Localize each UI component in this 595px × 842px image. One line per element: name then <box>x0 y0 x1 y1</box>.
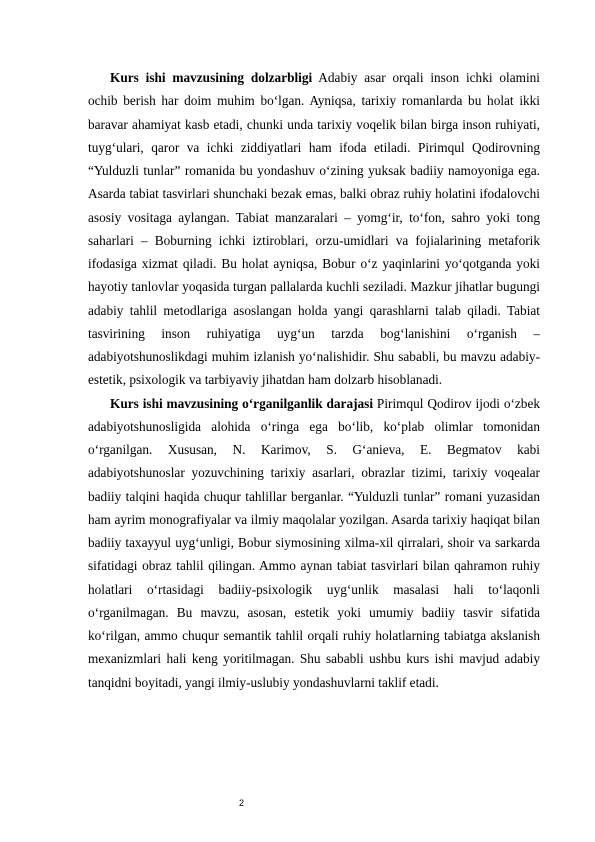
relevance-heading: Kurs ishi mavzusining dolzarbligi <box>110 70 313 85</box>
study-degree-text: Pirimqul Qodirov ijodi o‘zbek adabiyotshunosligida alohida o‘ringa ega bo‘lib, ko‘plab olimlar tomonidan o‘rganilgan. Xususan, N. Karimov, S. G‘anieva, E. Begmatov kabi adabiyotshunoslar yozuvchining tarixiy asarlari, obrazlar tizimi, tarixiy voqealar badiiy talqini haqida chuqur tahlillar berganlar. “Yulduzli tunlar” romani yuzasidan ham ayrim monografiyalar va ilmiy maqolalar yozilgan. Asarda tarixiy haqiqat bilan badiiy taxayyul uyg‘unligi, Bobur siymosining xilma-xil qirralari, shoir va sarkarda sifatidagi obraz tahlil qilingan. Ammo aynan tabiat tasvirlari bilan qahramon ruhiy holatlari o‘rtasidagi badiiy-psixologik uyg‘unlik masalasi hali to‘laqonli o‘rganilmagan. Bu mavzu, asosan, estetik yoki umumiy badiiy tasvir sifatida ko‘rilgan, ammo chuqur semantik tahlil orqali ruhiy holatlarning tabiatga akslanish mexanizmlari hali keng yoritilmagan. Shu sababli ushbu kurs ishi mavjud adabiy tanqidni boyitadi, yangi ilmiy-uslubiy yondashuvlarni taklif etadi. <box>88 395 540 690</box>
document-page <box>88 66 540 694</box>
study-degree-paragraph <box>88 392 540 694</box>
relevance-text: Adabiy asar orqali inson ichki olamini ochib berish har doim muhim bo‘lgan. Ayniqsa, tarixiy romanlarda bu holat ikki baravar ahamiyat kasb etadi, chunki unda tarixiy voqelik bilan birga inson ruhiyati, tuyg‘ulari, qaror va ichki ziddiyatlari ham ifoda etiladi. Pirimqul Qodirovning “Yulduzli tunlar” romanida bu yondashuv o‘zining yuksak badiiy namoyoniga ega. Asarda tabiat tasvirlari shunchaki bezak emas, balki obraz ruhiy holatini ifodalovchi asosiy vositaga aylangan. Tabiat manzaralari – yomg‘ir, to‘fon, sahro yoki tong saharlari – Boburning ichki iztiroblari, orzu-umidlari va fojialarining metaforik ifodasiga xizmat qiladi. Bu holat ayniqsa, Bobur o‘z yaqinlarini yo‘qotganda yoki hayotiy tanlovlar yoqasida turgan pallalarda kuchli seziladi. Mazkur jihatlar bugungi adabiy tahlil metodlariga asoslangan holda yangi qarashlarni talab qiladi. Tabiat tasvirining inson ruhiyatiga uyg‘un tarzda bog‘lanishini o‘rganish – adabiyotshunoslikdagi muhim izlanish yo‘nalishidir. Shu sababli, bu mavzu adabiy-estetik, psixologik va tarbiyaviy jihatdan ham dolzarb hisoblanadi. <box>88 70 540 388</box>
page-number: 2 <box>238 798 244 808</box>
relevance-paragraph <box>88 66 540 392</box>
study-degree-heading: Kurs ishi mavzusining o‘rganilganlik darajasi <box>110 395 374 411</box>
